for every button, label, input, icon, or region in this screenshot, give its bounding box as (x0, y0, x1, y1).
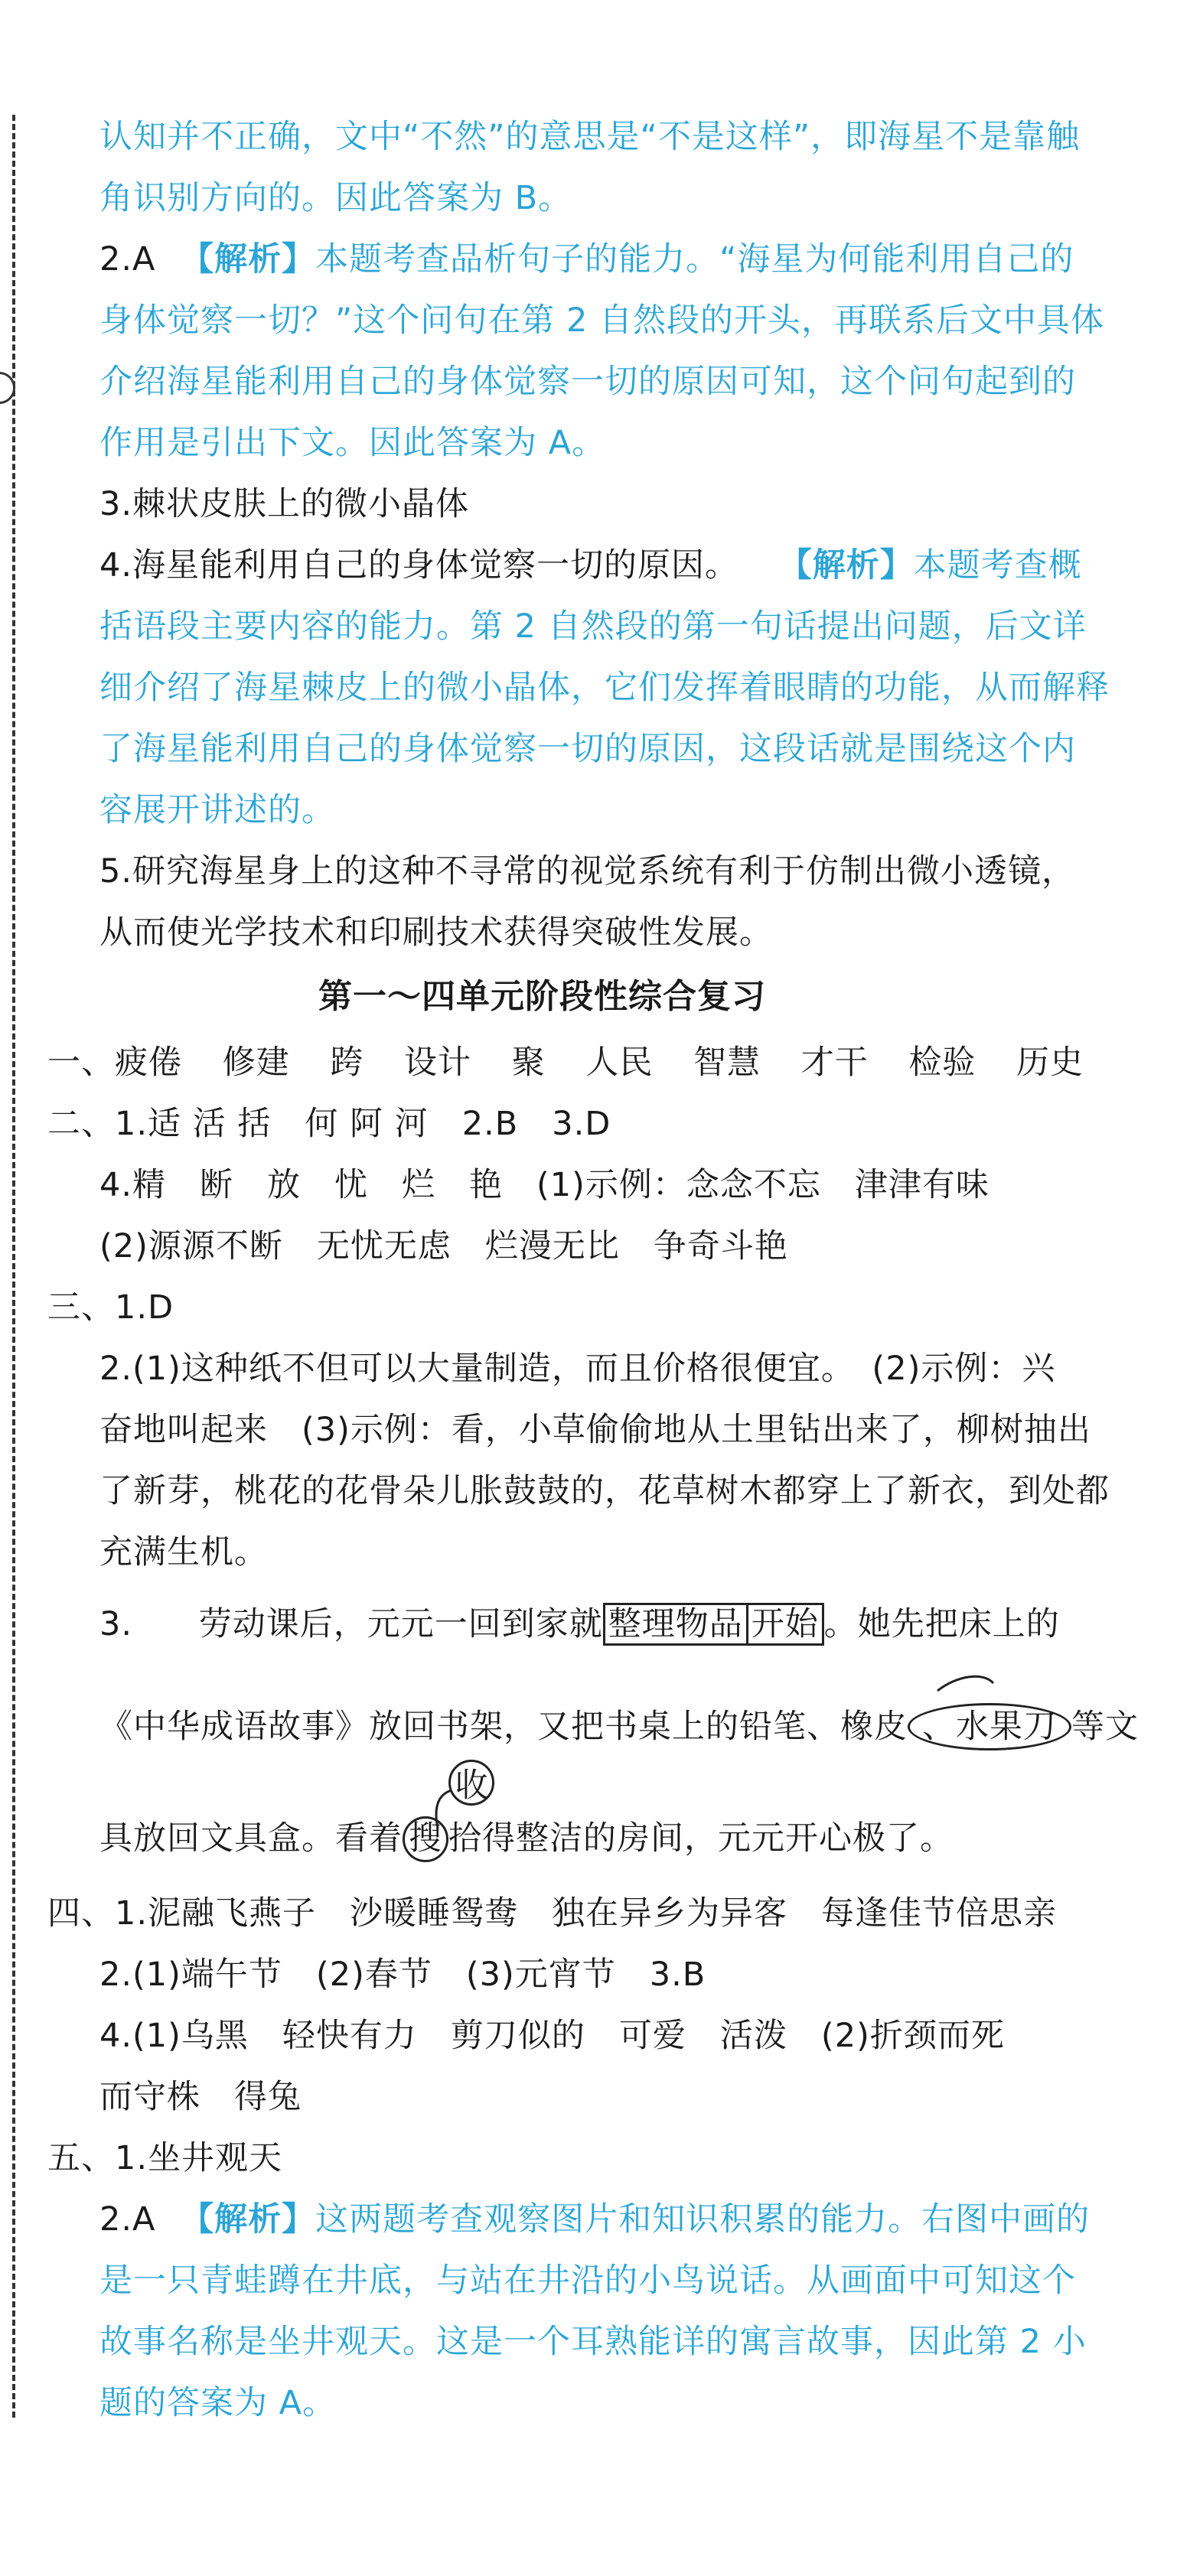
answer-line: 充满生机。 (99, 1533, 268, 1571)
word: 检验 (908, 1044, 976, 1082)
analysis-line: 细介绍了海星棘皮上的微小晶体，它们发挥着眼睛的功能，从而解释 (99, 669, 1110, 707)
answer-item (99, 2196, 1090, 2243)
analysis-line: 题的答案为 A。 (99, 2384, 337, 2422)
answer-number: 2.A (99, 2200, 156, 2239)
word: 修建 (222, 1044, 290, 1082)
part-label: 四、 (47, 1894, 115, 1933)
word: 跨 (330, 1044, 364, 1082)
answer-text: 4.海星能利用自己的身体觉察一切的原因。 (99, 546, 739, 585)
answer-line: 4.(1)乌黑 轻快有力 剪刀似的 可爱 活泼 (2)折颈而死 (99, 2017, 1005, 2055)
word: 历史 (1016, 1044, 1084, 1082)
analysis-tag: 【解析】 (181, 240, 316, 278)
answer-text: 1.泥融飞燕子 沙暖睡鸳鸯 独在异乡为异客 每逢佳节倍思亲 (115, 1894, 1058, 1933)
analysis-text: 本题考查概 (913, 546, 1082, 585)
part-label: 三、 (47, 1288, 115, 1327)
swap-box-second: 开始 (748, 1603, 824, 1646)
analysis-line: 认知并不正确，文中“不然”的意思是“不是这样”，即海星不是靠触 (99, 118, 1081, 156)
word: 人民 (585, 1044, 654, 1082)
answer-item: 3.棘状皮肤上的微小晶体 (99, 485, 470, 523)
part-label: 一、 (47, 1044, 115, 1082)
answer-line: 4.精 断 放 忧 烂 艳 (1)示例：念念不忘 津津有味 (99, 1166, 989, 1204)
analysis-line: 作用是引出下文。因此答案为 A。 (99, 424, 606, 462)
answer-line: 从而使光学技术和印刷技术获得突破性发展。 (99, 913, 773, 952)
answer-number: 2.A (99, 240, 156, 278)
answer-line: 2.(1)端午节 (2)春节 (3)元宵节 3.B (99, 1956, 706, 1994)
sentence-text: 等文 (1071, 1708, 1139, 1746)
sentence-text: 。她先把床上的 (823, 1605, 1060, 1643)
analysis-line: 容展开讲述的。 (99, 791, 335, 829)
correction-line (99, 1815, 954, 1862)
analysis-text: 这两题考查观察图片和知识积累的能力。右图中画的 (315, 2200, 1091, 2239)
sentence-text: 劳动课后，元元一回到家就 (198, 1605, 603, 1643)
analysis-tag: 【解析】 (778, 546, 914, 585)
sentence-text: 具放回文具盒。看着 (99, 1819, 403, 1858)
correction-line (99, 1703, 1139, 1750)
analysis-line: 身体觉察一切？”这个问句在第 2 自然段的开头，再联系后文中具体 (99, 301, 1104, 340)
swap-box-first: 整理物品 (603, 1603, 748, 1646)
answer-item (99, 236, 1074, 283)
sentence-text: 拾得整洁的房间，元元开心极了。 (448, 1819, 954, 1858)
part-label: 二、 (47, 1105, 115, 1143)
answer-text: 1.适 活 括 何 阿 河 2.B 3.D (115, 1105, 611, 1143)
sentence-text: 《中华成语故事》放回书架，又把书桌上的铅笔、橡皮 (99, 1708, 908, 1746)
correction-line (99, 1601, 1060, 1648)
part-label: 五、 (47, 2139, 115, 2177)
analysis-line: 括语段主要内容的能力。第 2 自然段的第一句话提出问题，后文详 (99, 607, 1087, 646)
answer-item: 5.研究海星身上的这种不寻常的视觉系统有利于仿制出微小透镜， (99, 852, 1076, 891)
answer-number: 3. (99, 1605, 133, 1643)
answer-text: 1.坐井观天 (115, 2139, 283, 2177)
word: 智慧 (693, 1044, 761, 1082)
analysis-line: 故事名称是坐井观天。这是一个耳熟能详的寓言故事，因此第 2 小 (99, 2323, 1087, 2361)
part-four (47, 1890, 1057, 1937)
analysis-tag: 【解析】 (181, 2200, 316, 2239)
answer-line: 奋地叫起来 (3)示例：看，小草偷偷地从土里钻出来了，柳树抽出 (99, 1411, 1091, 1449)
answer-text: 1.D (115, 1288, 174, 1327)
deletion-tail-stroke (937, 1676, 993, 1691)
part-three (47, 1284, 174, 1331)
answer-line: 2.(1)这种纸不但可以大量制造，而且价格很便宜。 (2)示例：兴 (99, 1350, 1056, 1388)
analysis-line: 角识别方向的。因此答案为 B。 (99, 179, 572, 217)
part-one (47, 1039, 1084, 1086)
answer-item (99, 542, 1082, 589)
analysis-line: 是一只青蛙蹲在井底，与站在井沿的小鸟说话。从画面中可知这个 (99, 2262, 1076, 2300)
insertion-circle: 收 (448, 1760, 494, 1806)
answer-line: 而守株 得兔 (99, 2078, 302, 2116)
word: 疲倦 (115, 1044, 182, 1082)
analysis-line: 了海星能利用自己的身体觉察一切的原因，这段话就是围绕这个内 (99, 730, 1076, 768)
wrong-char-circle: 搜 (403, 1816, 448, 1862)
part-two (47, 1100, 611, 1148)
section-title: 第一～四单元阶段性综合复习 (318, 977, 766, 1016)
part-five (47, 2135, 282, 2182)
deletion-circle: 、水果刀 (908, 1703, 1071, 1750)
word: 才干 (800, 1044, 869, 1082)
word: 聚 (511, 1044, 546, 1082)
analysis-text: 本题考查品析句子的能力。“海星为何能利用自己的 (315, 240, 1074, 278)
analysis-line: 介绍海星能利用自己的身体觉察一切的原因可知，这个问句起到的 (99, 363, 1076, 401)
answer-line: 了新芽，桃花的花骨朵儿胀鼓鼓的，花草树木都穿上了新衣，到处都 (99, 1472, 1110, 1510)
word: 设计 (404, 1044, 472, 1082)
answer-line: (2)源源不断 无忧无虑 烂漫无比 争奇斗艳 (99, 1227, 788, 1265)
